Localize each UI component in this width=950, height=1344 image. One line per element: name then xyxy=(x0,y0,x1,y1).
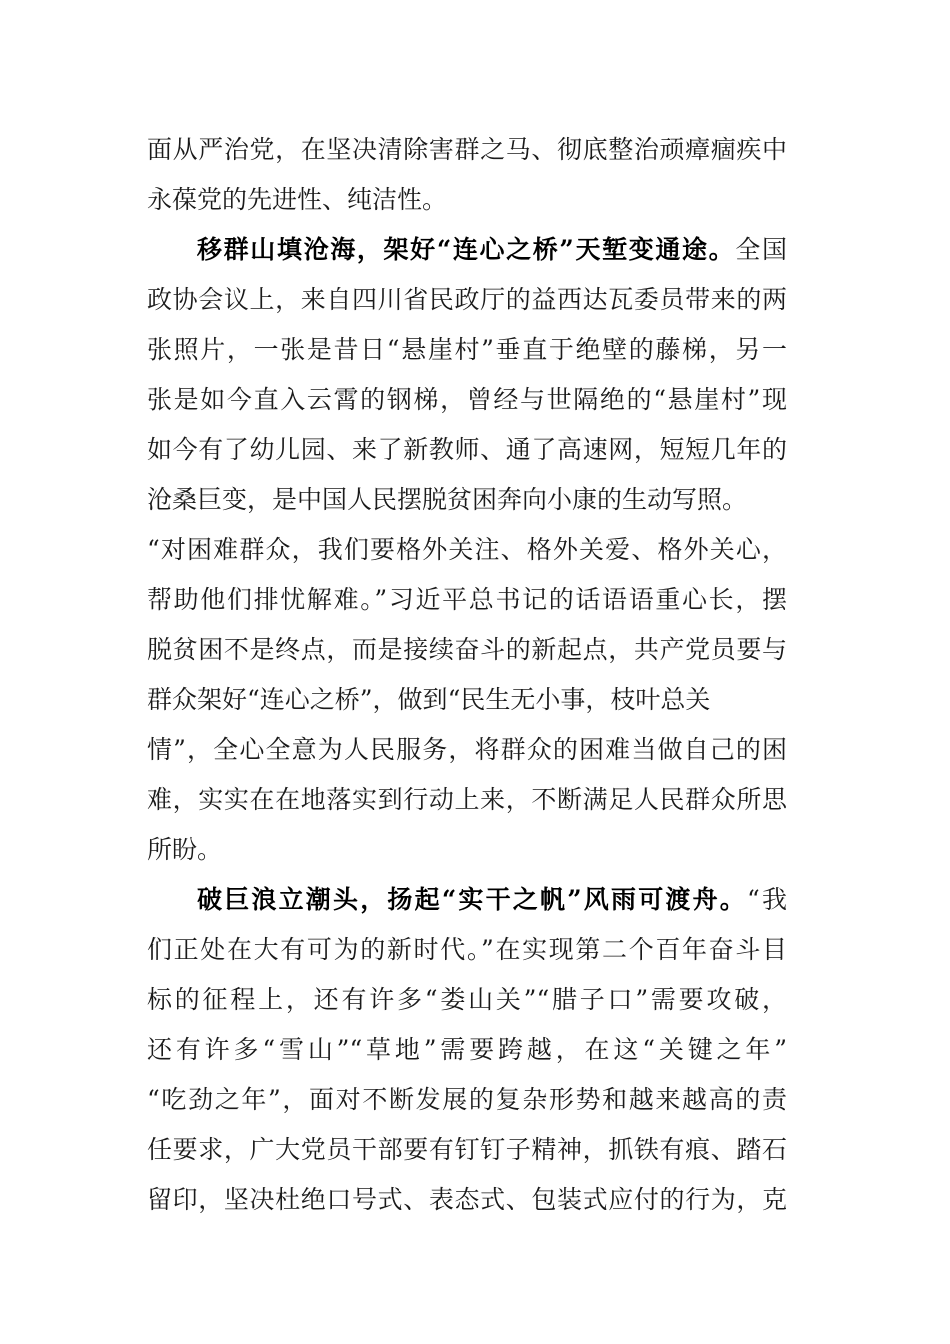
paragraph-3-line-5: “吃劲之年”，面对不断发展的复杂形势和越来越高的责 xyxy=(147,1085,787,1114)
paragraph-2-line-8: 帮助他们排忧解难。”习近平总书记的话语语重心长，摆 xyxy=(147,585,787,614)
paragraph-2-line-6: 沧桑巨变，是中国人民摆脱贫困奔向小康的生动写照。 xyxy=(147,485,748,514)
paragraph-2-line-2: 政协会议上，来自四川省民政厅的益西达瓦委员带来的两 xyxy=(147,285,787,314)
paragraph-3-first-line-rest: “我 xyxy=(747,885,787,914)
paragraph-2-line-3: 张照片，一张是昔日“悬崖村”垂直于绝壁的藤梯，另一 xyxy=(147,335,787,364)
paragraph-3-heading: 破巨浪立潮头，扬起“实干之帆”风雨可渡舟。 xyxy=(197,885,748,914)
paragraph-3-line-3: 标的征程上，还有许多“娄山关”“腊子口”需要攻破， xyxy=(147,985,787,1014)
paragraph-2-line-12: 难，实实在在地落实到行动上来，不断满足人民群众所思 xyxy=(147,785,787,814)
paragraph-3-line-4: 还有许多“雪山”“草地”需要跨越，在这“关键之年” xyxy=(147,1035,787,1064)
paragraph-1-line-1: 面从严治党，在坚决清除害群之马、彻底整治顽瘴痼疾中 xyxy=(147,135,787,164)
paragraph-2-first-line xyxy=(197,230,787,270)
paragraph-2-heading: 移群山填沧海，架好“连心之桥”天堑变通途。 xyxy=(197,235,736,264)
paragraph-2-line-10: 群众架好“连心之桥”，做到“民生无小事，枝叶总关 xyxy=(147,685,711,714)
paragraph-3-line-6: 任要求，广大党员干部要有钉钉子精神，抓铁有痕、踏石 xyxy=(147,1135,787,1164)
paragraph-3-line-2: 们正处在大有可为的新时代。”在实现第二个百年奋斗目 xyxy=(147,935,787,964)
paragraph-3-first-line xyxy=(197,880,787,920)
paragraph-2-line-13: 所盼。 xyxy=(147,835,223,864)
paragraph-2-line-4: 张是如今直入云霄的钢梯，曾经与世隔绝的“悬崖村”现 xyxy=(147,385,787,414)
paragraph-2-line-11: 情”，全心全意为人民服务，将群众的困难当做自己的困 xyxy=(147,735,787,764)
paragraph-2-line-5: 如今有了幼儿园、来了新教师、通了高速网，短短几年的 xyxy=(147,435,787,464)
paragraph-3-line-7: 留印，坚决杜绝口号式、表态式、包装式应付的行为，克 xyxy=(147,1185,787,1214)
paragraph-2-first-line-rest: 全国 xyxy=(735,235,787,264)
paragraph-1-line-2: 永葆党的先进性、纯洁性。 xyxy=(147,185,448,214)
paragraph-2-line-7: “对困难群众，我们要格外关注、格外关爱、格外关心， xyxy=(147,535,787,564)
paragraph-2-line-9: 脱贫困不是终点，而是接续奋斗的新起点，共产党员要与 xyxy=(147,635,787,664)
